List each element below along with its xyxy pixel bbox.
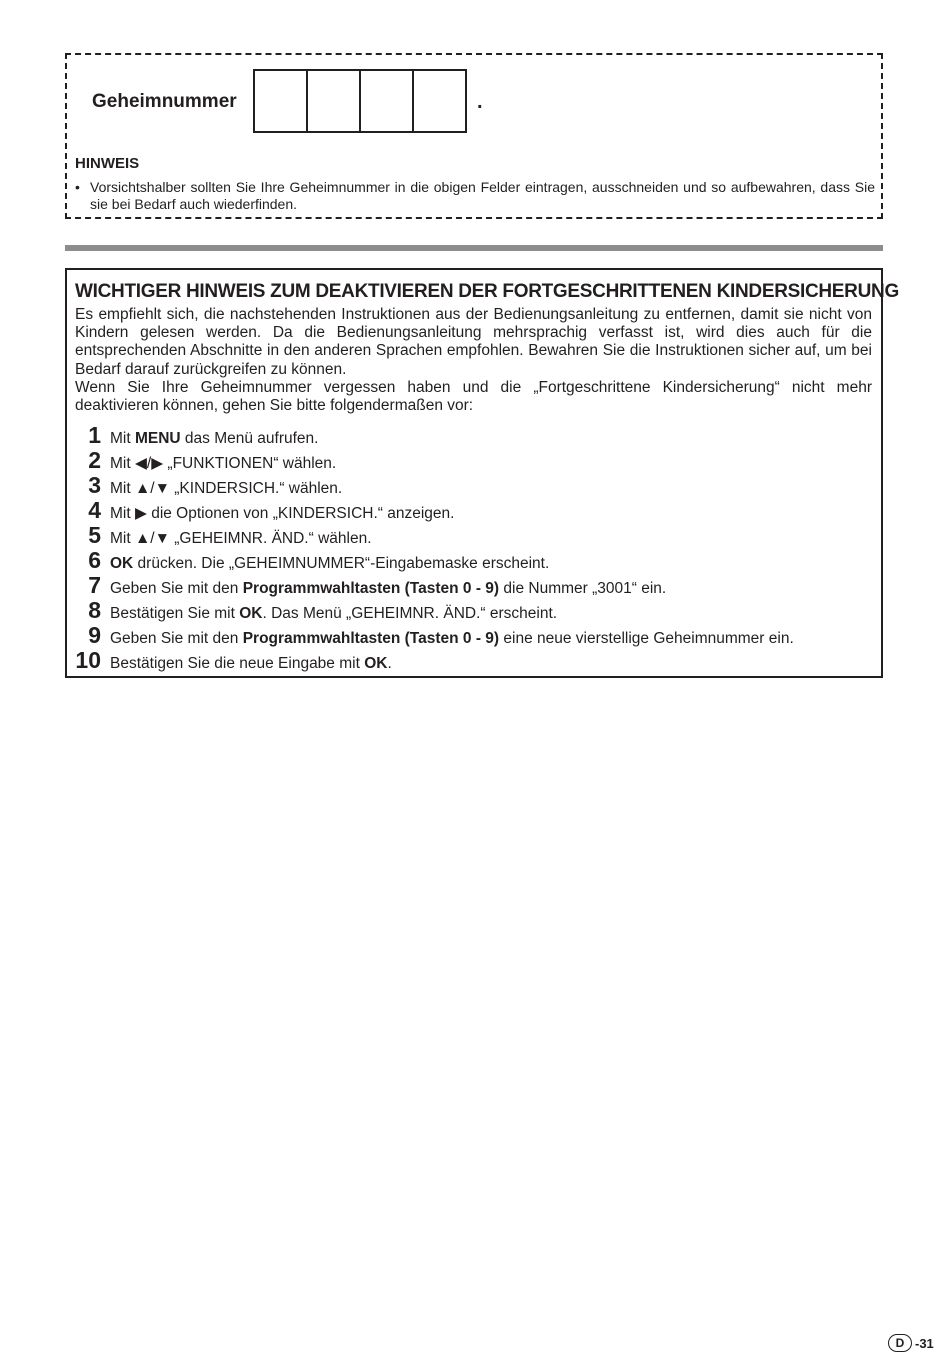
step-text xyxy=(110,451,336,476)
step-text xyxy=(110,651,392,676)
pin-cutout-box xyxy=(65,53,883,219)
step-text-part: das Menü aufrufen. xyxy=(180,430,319,448)
step-number: 3 xyxy=(88,472,101,499)
pin-label: Geheimnummer xyxy=(92,91,237,112)
step-text-part: Mit ▲/▼ „KINDERSICH.“ wählen. xyxy=(110,480,343,498)
step-text xyxy=(110,576,666,601)
step-number: 6 xyxy=(88,547,101,574)
page-number xyxy=(888,1334,934,1352)
step-number: 2 xyxy=(88,447,101,474)
step-key-label: OK xyxy=(364,655,388,673)
hint-item xyxy=(75,179,875,213)
notice-box xyxy=(65,268,899,678)
step-key-label: OK xyxy=(110,555,134,573)
step-text-part: . Das Menü „GEHEIMNR. ÄND.“ erscheint. xyxy=(262,605,558,623)
step-number: 10 xyxy=(75,647,101,674)
step-key-label: Programmwahltasten (Tasten 0 - 9) xyxy=(242,580,500,598)
step-number: 9 xyxy=(88,622,101,649)
step-text xyxy=(110,551,549,576)
step-text-part: Geben Sie mit den xyxy=(110,630,243,648)
step-item xyxy=(75,523,872,548)
step-list xyxy=(75,423,872,673)
step-item xyxy=(75,473,872,498)
step-text xyxy=(110,476,342,501)
step-text-part: Geben Sie mit den xyxy=(110,580,243,598)
step-text-part: Mit ▲/▼ „GEHEIMNR. ÄND.“ wählen. xyxy=(110,530,372,548)
language-badge: D xyxy=(888,1334,912,1352)
step-key-label: OK xyxy=(239,605,263,623)
step-item xyxy=(75,498,872,523)
step-item xyxy=(75,573,872,598)
step-text-part: drücken. Die „GEHEIMNUMMER“-Eingabemaske erscheint. xyxy=(133,555,550,573)
step-key-label: Programmwahltasten (Tasten 0 - 9) xyxy=(242,630,500,648)
step-item xyxy=(75,448,872,473)
pin-cell xyxy=(361,71,414,131)
step-number: 5 xyxy=(88,522,101,549)
step-text xyxy=(110,601,557,626)
step-item xyxy=(75,598,872,623)
step-text xyxy=(110,426,318,451)
pin-cell xyxy=(414,71,465,131)
step-text-part: Mit ▶ die Optionen von „KINDERSICH.“ anzeigen. xyxy=(110,505,455,523)
notice-paragraph-2: Wenn Sie Ihre Geheimnummer vergessen haben und die „Fortgeschrittene Kindersicherung“ nicht mehr deaktivieren können, gehen Sie bitte folgendermaßen vor: xyxy=(75,378,872,415)
step-item xyxy=(75,423,872,448)
step-item xyxy=(75,623,872,648)
notice-title: WICHTIGER HINWEIS ZUM DEAKTIVIEREN DER FORTGESCHRITTENEN KINDERSICHERUNG xyxy=(75,281,899,302)
step-text-part: Bestätigen Sie die neue Eingabe mit xyxy=(110,655,365,673)
step-number: 1 xyxy=(88,422,101,449)
pin-dot: . xyxy=(477,91,483,113)
step-item xyxy=(75,548,872,573)
notice-paragraph-1: Es empfiehlt sich, die nachstehenden Instruktionen aus der Bedienungsanleitung zu entfernen, damit sie nicht von Kindern gelesen werden. Da die Bedienungsanleitung mehrsprachig verfasst ist, wird dies auch für die entsprechenden Abschnitte in den anderen Sprachen empfohlen. Bewahren Sie die Instruktionen sicher auf, um bei Bedarf darauf zurückgreifen zu können. xyxy=(75,306,872,378)
step-text-part: die Nummer „3001“ ein. xyxy=(499,580,667,598)
step-text-part: Mit ◀/▶ „FUNKTIONEN“ wählen. xyxy=(110,455,337,473)
step-number: 4 xyxy=(88,497,101,524)
step-text-part: eine neue vierstellige Geheimnummer ein. xyxy=(499,630,794,648)
pin-cell xyxy=(308,71,361,131)
step-number: 7 xyxy=(88,572,101,599)
step-text xyxy=(110,626,794,651)
step-key-label: MENU xyxy=(134,430,181,448)
step-text-part: Bestätigen Sie mit xyxy=(110,605,240,623)
step-text xyxy=(110,526,372,551)
step-item xyxy=(75,648,872,673)
hint-heading: HINWEIS xyxy=(75,155,140,172)
hint-text: Vorsichtshalber sollten Sie Ihre Geheimnummer in die obigen Felder eintragen, ausschneiden und so aufbewahren, dass Sie sie bei Bedarf auch wiederfinden. xyxy=(90,179,875,212)
step-text-part: Mit xyxy=(110,430,135,448)
step-text-part: . xyxy=(387,655,392,673)
pin-entry-cells xyxy=(253,69,467,133)
section-divider xyxy=(65,245,883,251)
step-number: 8 xyxy=(88,597,101,624)
bullet-icon: • xyxy=(75,179,80,195)
step-text xyxy=(110,501,454,526)
pin-cell xyxy=(255,71,308,131)
page-number-text: -31 xyxy=(915,1335,934,1351)
